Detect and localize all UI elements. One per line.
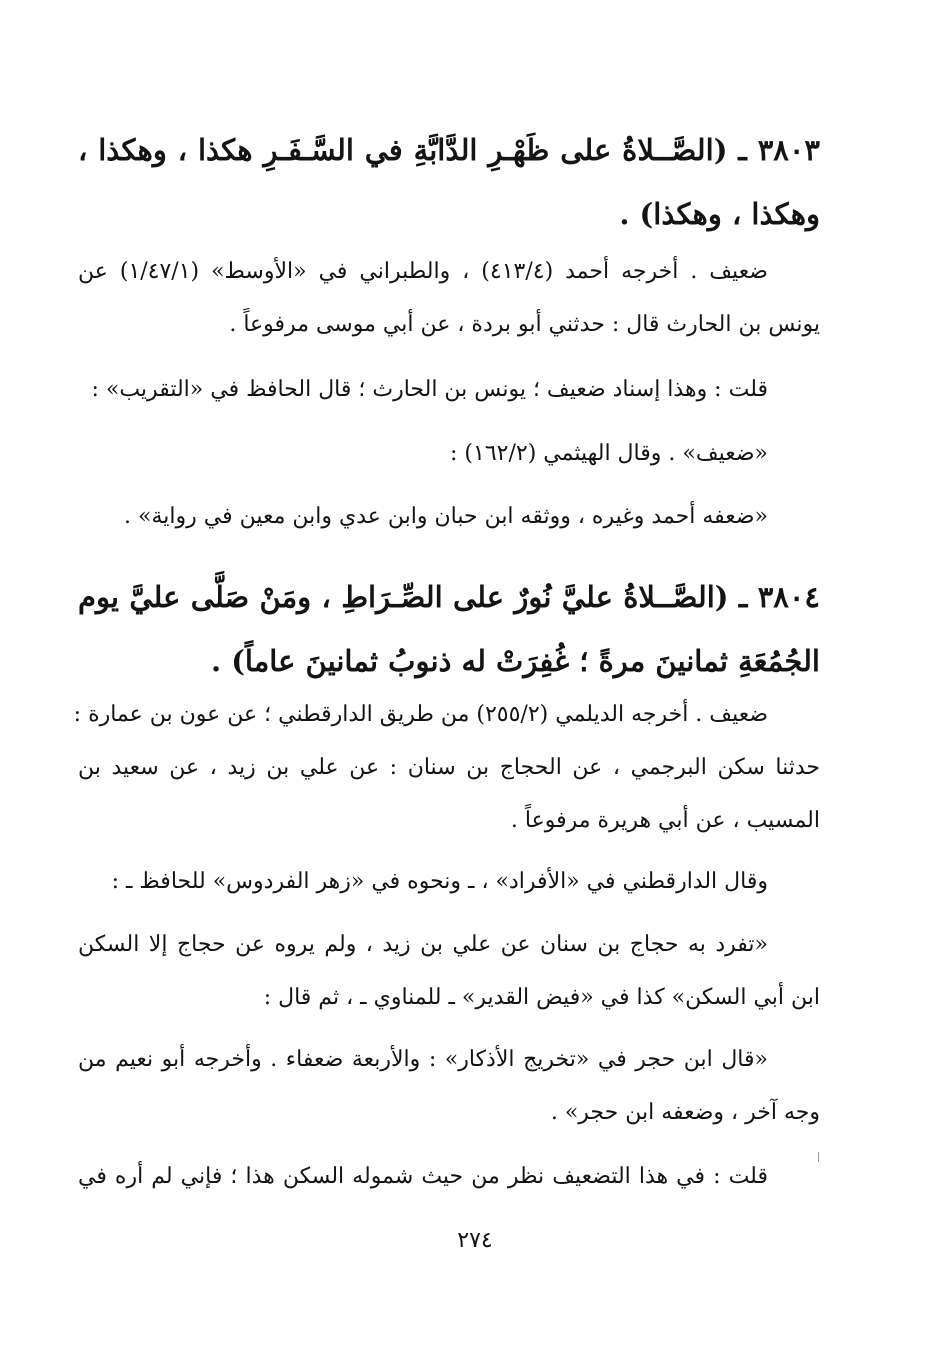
hadith-3803-paragraph-3 (78, 427, 820, 480)
text-line: قلت : في هذا التضعيف نظر من حيث شموله السكن هذا ؛ فإني لم أره في (78, 1164, 768, 1189)
text-line: ضعيف . أخرجه الديلمي (٢٥٥/٢) من طريق الدارقطني ؛ عن عون بن عمارة : (73, 702, 768, 727)
hadith-3803-paragraph-1 (78, 245, 820, 351)
hadith-3804-paragraph-3 (78, 918, 820, 1024)
text-line: ضعيف . أخرجه أحمد (٤١٣/٤) ، والطبراني في «الأوسط» (١/٤٧/١) عن (78, 259, 768, 284)
page-number: ٢٧٤ (457, 1228, 493, 1253)
hadith-3804-heading (78, 565, 820, 693)
text-line: «ضعفه أحمد وغيره ، ووثقه ابن حبان وابن عدي وابن معين في رواية» . (124, 504, 768, 529)
text-line: حدثنا سكن البرجمي ، عن الحجاج بن سنان : عن علي بن زيد ، عن سعيد بن (78, 755, 820, 780)
heading-line: ٣٨٠٤ ـ (الصَّــلاةُ عليَّ نُورٌ على الصِّـرَاطِ ، ومَنْ صَلَّى عليَّ يوم (78, 580, 820, 614)
text-line: وجه آخر ، وضعفه ابن حجر» . (550, 1100, 820, 1125)
hadith-3804-paragraph-2 (78, 855, 820, 908)
hadith-3804-paragraph-1 (73, 688, 820, 847)
margin-mark (818, 1152, 819, 1162)
text-line: «تفرد به حجاج بن سنان عن علي بن زيد ، ولم يروه عن حجاج إلا السكن (78, 932, 768, 957)
hadith-3803-paragraph-2 (78, 363, 820, 416)
text-line: قلت : وهذا إسناد ضعيف ؛ يونس بن الحارث ؛ قال الحافظ في «التقريب» : (91, 377, 768, 402)
heading-line: وهكذا ، وهكذا) . (619, 197, 820, 231)
text-line: وقال الدارقطني في «الأفراد» ، ـ ونحوه في «زهر الفردوس» للحافظ ـ : (111, 869, 768, 894)
text-line: ابن أبي السكن» كذا في «فيض القدير» ـ للمناوي ـ ، ثم قال : (263, 985, 820, 1010)
hadith-3803-paragraph-4 (78, 490, 820, 543)
heading-line: ٣٨٠٣ ـ (الصَّــلاةُ على ظَهْـرِ الدَّابَّةِ في السَّـفَـرِ هكذا ، وهكذا ، (78, 133, 820, 167)
hadith-3803-heading (78, 118, 820, 246)
hadith-3804-paragraph-4 (78, 1033, 820, 1139)
text-line: «قال ابن حجر في «تخريج الأذكار» : والأربعة ضعفاء . وأخرجه أبو نعيم من (78, 1047, 768, 1072)
text-line: «ضعيف» . وقال الهيثمي (١٦٢/٢) : (450, 441, 768, 466)
text-line: يونس بن الحارث قال : حدثني أبو بردة ، عن أبي موسى مرفوعاً . (229, 312, 820, 337)
heading-line: الجُمُعَةِ ثمانينَ مرةً ؛ غُفِرَتْ له ذنوبُ ثمانينَ عاماً) . (211, 644, 820, 678)
text-line: المسيب ، عن أبي هريرة مرفوعاً . (510, 808, 820, 833)
hadith-3804-paragraph-5 (78, 1150, 820, 1203)
